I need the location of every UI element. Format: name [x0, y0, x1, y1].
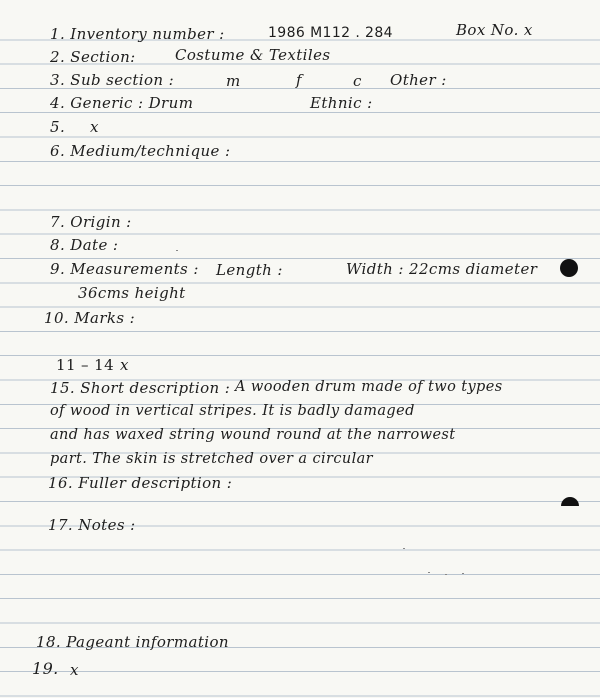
field-1-label: 1. Inventory number :	[50, 25, 225, 43]
field-9-label: 9. Measurements :	[50, 260, 199, 278]
subsection-m: m	[226, 72, 241, 90]
field-15-label: 15. Short description :	[50, 379, 231, 397]
short-description-line-4: part. The skin is stretched over a circular	[50, 451, 374, 467]
field-6-label: 6. Medium/technique :	[50, 142, 231, 160]
paper-speck	[176, 250, 178, 251]
field-19-value: x	[70, 661, 79, 679]
field-3-label: 3. Sub section :	[50, 71, 175, 89]
section-value: Costume & Textiles	[175, 46, 331, 64]
punch-hole-partial	[561, 497, 579, 506]
ethnic-label: Ethnic :	[310, 94, 373, 112]
short-description-line-3: and has waxed string wound round at the narrowest	[50, 427, 456, 443]
field-16-label: 16. Fuller description :	[48, 474, 233, 492]
field-4-label: 4. Generic : Drum	[50, 94, 194, 112]
field-5-value: x	[90, 118, 99, 136]
paper-speck	[428, 572, 430, 573]
field-7-label: 7. Origin :	[50, 213, 132, 231]
length-label: Length :	[216, 261, 283, 279]
field-19-label: 19.	[32, 659, 59, 678]
field-11-14-value: x	[120, 356, 129, 374]
inventory-number-value: 1986 M112 . 284	[268, 25, 393, 41]
short-description-line-1: A wooden drum made of two types	[235, 379, 503, 395]
punch-hole	[560, 259, 578, 277]
field-5-label: 5.	[50, 118, 66, 136]
subsection-c: c	[353, 72, 362, 90]
paper-speck	[445, 574, 447, 575]
width-value: Width : 22cms diameter	[346, 260, 538, 278]
box-number: Box No. x	[456, 21, 533, 39]
field-17-label: 17. Notes :	[48, 516, 136, 534]
field-2-label: 2. Section:	[50, 48, 136, 66]
subsection-other: Other :	[390, 71, 447, 89]
paper-speck	[462, 573, 464, 574]
short-description-line-2: of wood in vertical stripes. It is badly damaged	[50, 403, 415, 419]
field-10-label: 10. Marks :	[44, 309, 136, 327]
field-8-label: 8. Date :	[50, 236, 119, 254]
field-18-label: 18. Pageant information	[36, 633, 229, 651]
paper-speck	[403, 548, 405, 549]
height-value: 36cms height	[78, 284, 186, 302]
field-11-14-label: 11 – 14	[56, 356, 115, 374]
subsection-f: f	[296, 71, 302, 89]
